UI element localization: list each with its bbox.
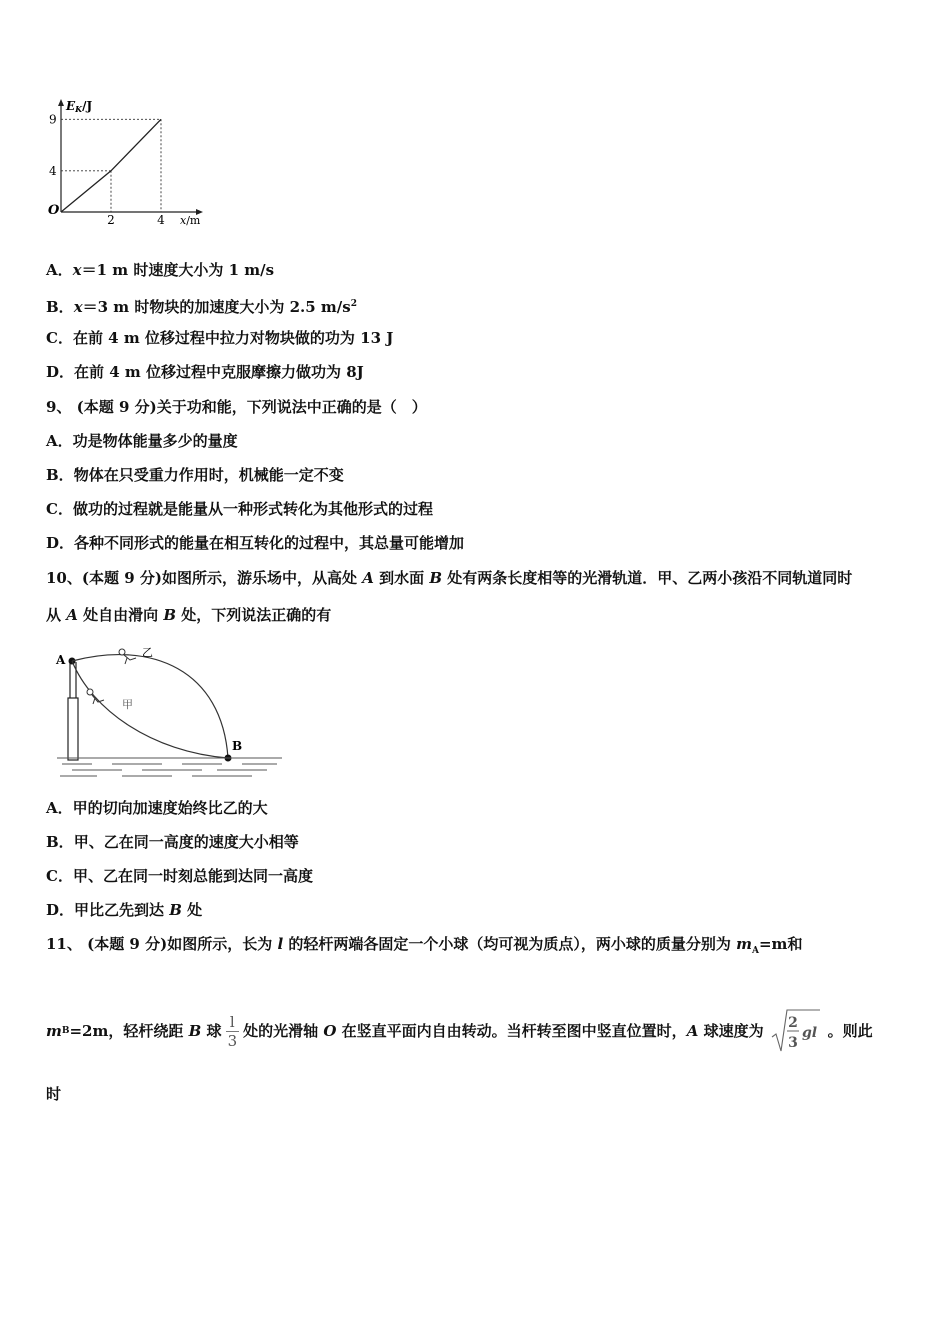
track-yi — [72, 655, 228, 758]
q11-stem-line3 — [46, 1084, 61, 1104]
option-letter: A． — [46, 261, 73, 279]
child-yi-icon — [119, 649, 136, 664]
option-letter: B． — [46, 466, 74, 484]
x-tick-2: 2 — [107, 213, 115, 226]
sub-a: A — [752, 946, 759, 956]
label-a: A — [56, 653, 66, 667]
point-b: B — [429, 569, 443, 587]
option-text: 处 — [181, 901, 203, 919]
y-axis-label: EK/J — [66, 99, 93, 114]
q10-option-a — [46, 798, 268, 818]
stem-text: 处，下列说法正确的有 — [181, 606, 332, 624]
x-tick-4: 4 — [157, 213, 165, 226]
q9-option-c — [46, 499, 433, 519]
sqrt-numerator: 2 — [787, 1015, 798, 1031]
stem-text: 从 — [46, 606, 62, 624]
option-letter: C． — [46, 500, 73, 518]
option-text: 甲比乙先到达 — [74, 901, 170, 919]
q10-option-d — [46, 900, 202, 920]
q11-stem-line2 — [46, 1006, 873, 1056]
option-text: 甲、乙在同一时刻总能到达同一高度 — [72, 867, 313, 885]
question-number: 9、 — [46, 398, 72, 416]
mass-a-value: =m — [758, 935, 788, 953]
sqrt-tail: gl — [801, 1025, 817, 1041]
option-text: 甲的切向加速度始终比乙的大 — [72, 799, 268, 817]
q9-option-b — [46, 465, 344, 485]
option-text: 在前 4 m 位移过程中克服摩擦力做功为 8J — [74, 363, 364, 381]
x-axis-label: x/m — [180, 214, 201, 226]
q9-stem — [46, 397, 427, 417]
sqrt-denominator: 3 — [787, 1035, 798, 1051]
mass-b-value: =2m — [69, 1022, 109, 1040]
sqrt-expression — [770, 1007, 822, 1055]
stem-text: 球 — [206, 1022, 222, 1040]
option-letter: A． — [46, 432, 73, 450]
option-letter: B． — [46, 298, 74, 316]
option-sup: 2 — [350, 299, 357, 309]
point-b: B — [163, 606, 177, 624]
stem-text: 在竖直平面内自由转动。当杆转至图中竖直位置时， — [341, 1022, 687, 1040]
question-number: 10、 — [46, 569, 82, 587]
option-text: 做功的过程就是能量从一种形式转化为其他形式的过程 — [72, 500, 433, 518]
option-text: 甲、乙在同一高度的速度大小相等 — [73, 833, 299, 851]
q9-option-a — [46, 431, 238, 451]
track-jia — [72, 661, 228, 758]
stem-text: 的轻杆两端各固定一个小球（均可视为质点），两小球的质量分别为 — [288, 935, 731, 953]
q9-option-d — [46, 533, 464, 553]
stem-text: 处有两条长度相等的光滑轨道．甲、乙两小孩沿不同轨道同时 — [447, 569, 853, 587]
var-m: m — [46, 1022, 62, 1040]
fraction-denominator: 3 — [227, 1031, 238, 1050]
y-axis-arrow — [58, 99, 64, 106]
label-b: B — [232, 739, 243, 753]
option-text: ＝3 m 时物块的加速度大小为 2.5 m/s — [82, 298, 351, 316]
child-jia-icon — [87, 689, 104, 704]
label-yi: 乙 — [142, 646, 153, 659]
point-a: A — [66, 606, 78, 624]
option-letter: D． — [46, 363, 75, 381]
option-letter: C． — [46, 329, 73, 347]
option-var: x — [72, 261, 82, 279]
option-text: 功是物体能量多少的量度 — [72, 432, 238, 450]
option-letter: B． — [46, 833, 74, 851]
y-tick-9: 9 — [49, 112, 57, 127]
var-o: O — [323, 1022, 337, 1040]
option-letter: A． — [46, 799, 73, 817]
water-surface — [57, 758, 282, 776]
stem-text: 如图所示，长为 — [167, 935, 273, 953]
stem-text: 。则此 — [827, 1022, 873, 1040]
q10-stem-line1 — [46, 568, 852, 588]
stem-text: 和 — [787, 935, 803, 953]
stem-text: 时 — [46, 1085, 62, 1103]
var-b: B — [188, 1022, 202, 1040]
stem-text: ，轻杆绕距 — [108, 1022, 184, 1040]
label-jia: 甲 — [122, 698, 133, 711]
question-points: (本题 9 分) — [87, 935, 168, 953]
option-text: 各种不同形式的能量在相互转化的过程中，其总量可能增加 — [74, 534, 465, 552]
series-line — [61, 119, 161, 212]
option-letter: C． — [46, 867, 73, 885]
slide-figure — [52, 640, 287, 785]
stem-text: 球速度为 — [703, 1022, 764, 1040]
fraction-l-over-3 — [226, 1013, 240, 1050]
option-var: B — [169, 901, 182, 919]
option-text: ＝1 m 时速度大小为 1 m/s — [81, 261, 275, 279]
stem-text: 处的光滑轴 — [243, 1022, 319, 1040]
q10-option-b — [46, 832, 299, 852]
option-letter: D． — [46, 534, 75, 552]
question-number: 11、 — [46, 935, 82, 953]
q8-option-b — [46, 294, 357, 317]
point-a: A — [362, 569, 374, 587]
sub-b: B — [61, 1026, 70, 1036]
q11-stem-line1 — [46, 934, 802, 961]
question-stem: 关于功和能，下列说法中正确的是（ ） — [156, 398, 427, 416]
q10-stem-line2 — [46, 605, 331, 625]
q8-option-d — [46, 362, 364, 382]
question-points: (本题 9 分) — [81, 569, 162, 587]
fraction-numerator: l — [226, 1013, 240, 1032]
y-tick-4: 4 — [49, 163, 57, 178]
option-letter: D． — [46, 901, 75, 919]
stem-text: 如图所示，游乐场中，从高处 — [161, 569, 357, 587]
option-var: x — [73, 298, 83, 316]
q8-option-c — [46, 328, 393, 348]
question-points: (本题 9 分) — [76, 398, 157, 416]
stem-text: 处自由滑向 — [83, 606, 159, 624]
ek-x-graph — [40, 96, 220, 226]
var-m: m — [736, 935, 752, 953]
var-a: A — [686, 1022, 699, 1040]
q10-option-c — [46, 866, 313, 886]
var-l: l — [277, 935, 284, 953]
option-text: 在前 4 m 位移过程中拉力对物块做的功为 13 J — [72, 329, 394, 347]
stem-text: 到水面 — [379, 569, 425, 587]
origin-label: O — [48, 203, 60, 218]
option-text: 物体在只受重力作用时，机械能一定不变 — [73, 466, 344, 484]
q8-option-a — [46, 260, 274, 280]
tower-post — [68, 698, 78, 760]
